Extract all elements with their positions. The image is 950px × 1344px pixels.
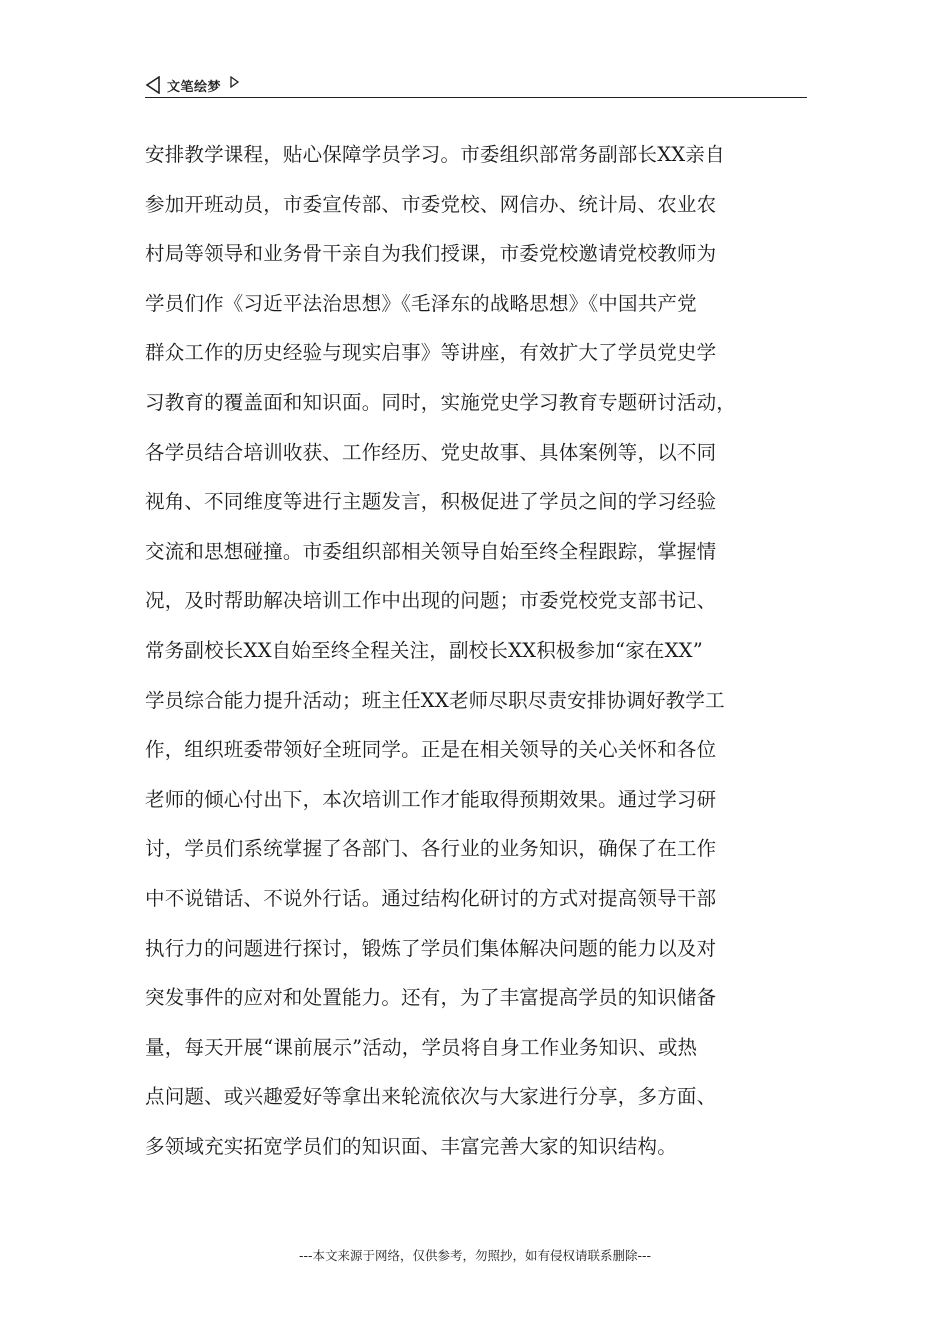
text-line: 点问题、或兴趣爱好等拿出来轮流依次与大家进行分享，多方面、 [145,1085,717,1109]
body-text [145,130,807,1171]
text-line: 执行力的问题进行探讨，锻炼了学员们集体解决问题的能力以及对 [145,936,717,960]
text-line: 况，及时帮助解决培训工作中出现的问题；市委党校党支部书记、 [145,589,717,613]
triangle-left-icon [145,76,161,94]
text-line: 突发事件的应对和处置能力。还有，为了丰富提高学员的知识储备 [145,986,717,1010]
text-line: 各学员结合培训收获、工作经历、党史故事、具体案例等，以不同 [145,440,717,464]
text-line: 学员们作《习近平法治思想》《毛泽东的战略思想》《中国共产党 [145,291,697,315]
header-title: 文笔绘梦 [167,79,222,95]
text-line: 老师的倾心付出下，本次培训工作才能取得预期效果。通过学习研 [145,787,717,811]
text-line: 中不说错话、不说外行话。通过结构化研讨的方式对提高领导干部 [145,886,717,910]
triangle-right-icon [229,76,239,88]
text-line: 讨，学员们系统掌握了各部门、各行业的业务知识，确保了在工作 [145,837,717,861]
text-line: 习教育的覆盖面和知识面。同时，实施党史学习教育专题研讨活动， [145,390,737,414]
text-line: 作，组织班委带领好全班同学。正是在相关领导的关心关怀和各位 [145,738,717,762]
text-line: 量，每天开展“课前展示”活动，学员将自身工作业务知识、或热 [145,1035,698,1059]
text-line: 村局等领导和业务骨干亲自为我们授课，市委党校邀请党校教师为 [145,242,717,266]
text-line: 学员综合能力提升活动；班主任XX老师尽职尽责安排协调好教学工 [145,688,725,712]
text-line: 交流和思想碰撞。市委组织部相关领导自始至终全程跟踪，掌握情 [145,539,717,563]
text-line: 常务副校长XX自始至终全程关注，副校长XX积极参加“家在XX” [145,638,703,662]
footer-disclaimer: ---本文来源于网络，仅供参考，勿照抄，如有侵权请联系删除--- [298,1248,652,1263]
header-divider [145,97,807,98]
page-header [145,72,807,98]
text-line: 群众工作的历史经验与现实启事》等讲座，有效扩大了学员党史学 [145,341,717,365]
text-line: 视角、不同维度等进行主题发言，积极促进了学员之间的学习经验 [145,490,717,514]
text-line: 参加开班动员，市委宣传部、市委党校、网信办、统计局、农业农 [145,192,717,216]
text-line: 安排教学课程，贴心保障学员学习。市委组织部常务副部长XX亲自 [145,143,725,166]
text-line: 多领域充实拓宽学员们的知识面、丰富完善大家的知识结构。 [145,1134,677,1158]
